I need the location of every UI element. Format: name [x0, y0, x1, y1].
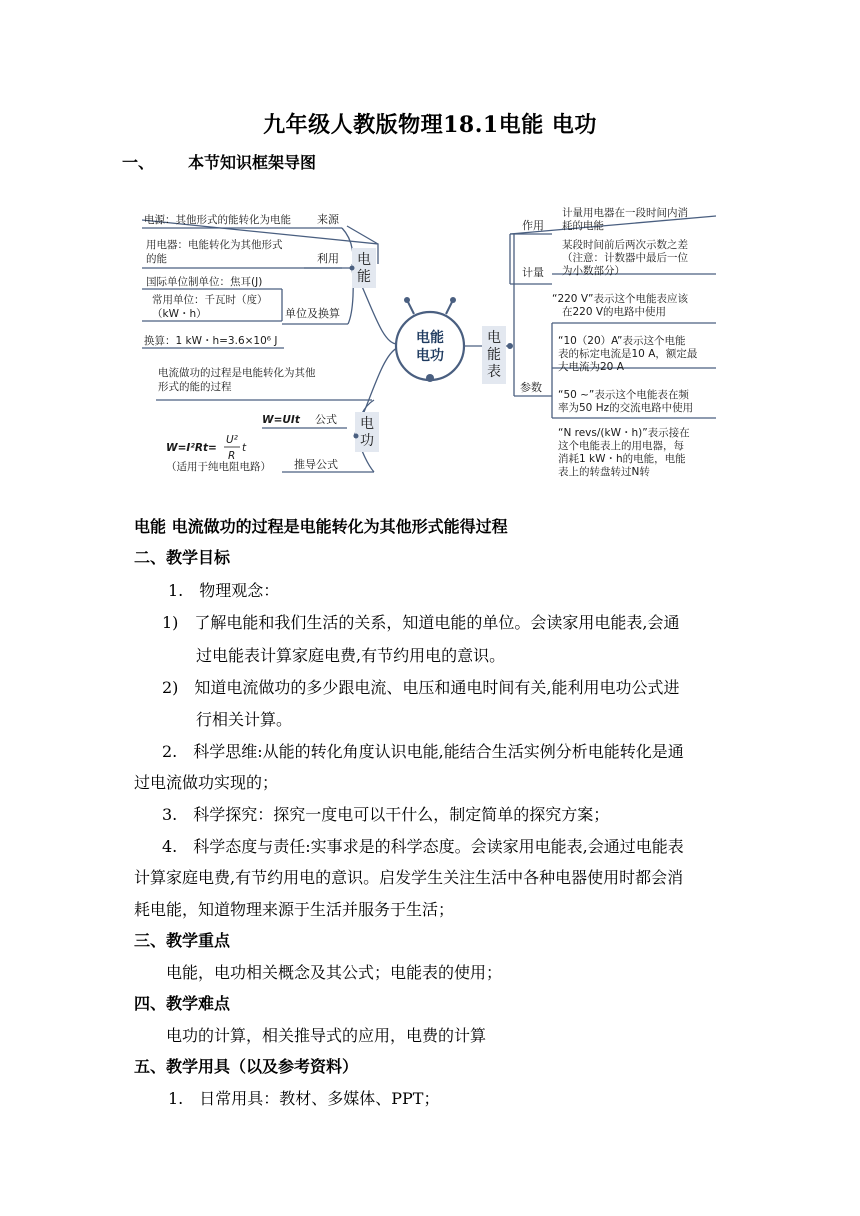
measure-text-3: 为小数部分） [562, 265, 625, 277]
body-line-5: 过电能表计算家庭电费,有节约用电的意识。 [196, 646, 506, 665]
param1-2: 在220 V的电路中使用 [562, 306, 667, 318]
common-unit-1: 常用单位：千瓦时（度） [152, 294, 268, 306]
body-line-12: 计算家庭电费,有节约用电的意识。启发学生关注生活中各种电器使用时都会消 [134, 868, 684, 887]
conversion: 换算：1 kW・h=3.6×10⁶ J [144, 335, 278, 347]
effect-text-2: 耗的电能 [562, 220, 604, 232]
center-text-1: 电能 [416, 330, 444, 346]
effect-text-1: 计量用电器在一段时间内消 [562, 207, 688, 219]
work-def-1: 电流做功的过程是电能转化为其他 [158, 367, 316, 379]
cat-diangong-1: 电 [360, 416, 374, 432]
use-text-1: 用电器：电能转化为其他形式 [146, 239, 283, 251]
section-1-heading [122, 150, 316, 173]
work-def-2: 形式的能的过程 [158, 381, 232, 393]
branch-measure: 计量 [522, 266, 544, 279]
branch-effect: 作用 [522, 219, 544, 232]
formula-2-left: W=I²Rt= [166, 442, 217, 454]
heading-2: 二、教学目标 [134, 548, 231, 567]
branch-params: 参数 [520, 381, 542, 394]
param4-1: “N revs/(kW・h)”表示接在 [558, 427, 690, 439]
heading-5: 五、教学用具（以及参考资料） [134, 1057, 359, 1076]
body-line-9: 过电流做功实现的； [134, 773, 279, 792]
measure-text-1: 某段时间前后两次示数之差 [562, 239, 688, 251]
body-line-4: 1) 了解电能和我们生活的关系，知道电能的单位。会读家用电能表,会通 [162, 613, 680, 632]
use-text-2: 的能 [146, 253, 167, 265]
cat-diangong-2: 功 [360, 433, 374, 449]
knowledge-mindmap [142, 196, 716, 488]
branch-formula: 公式 [315, 413, 337, 426]
common-unit-2: （kW・h） [152, 308, 207, 320]
body-line-8: 2. 科学思维:从能的转化角度认识电能,能结合生活实例分析电能转化是通 [162, 742, 684, 761]
param2-1: “10（20）A”表示这个电能 [558, 335, 686, 347]
section-1-label: 本节知识框架导图 [188, 153, 317, 172]
param3-2: 率为50 Hz的交流电路中使用 [558, 402, 694, 414]
source-text: 电源：其他形式的能转化为电能 [144, 214, 291, 226]
body-line-11: 4. 科学态度与责任:实事求是的科学态度。会读家用电能表,会通过电能表 [162, 837, 684, 856]
param3-1: “50 ~”表示这个电能表在频 [558, 389, 689, 401]
cat-dianneng-2: 能 [357, 269, 371, 285]
body-line-10: 3. 科学探究：探究一度电可以干什么，制定简单的探究方案； [162, 805, 610, 824]
branch-use: 利用 [317, 252, 339, 265]
branch-unit: 单位及换算 [285, 307, 340, 320]
body-line-1: 电能 电流做功的过程是电能转化为其他形式能得过程 [134, 517, 508, 536]
param4-3: 消耗1 kW・h的电能，电能 [558, 453, 686, 465]
body-line-14: 电能，电功相关概念及其公式；电能表的使用； [166, 963, 503, 982]
cat-meter-1: 电 [487, 330, 501, 346]
param4-4: 表上的转盘转过N转 [558, 466, 650, 478]
formula-1: W=UIt [262, 414, 300, 426]
param4-2: 这个电能表上的用电器，每 [558, 440, 684, 452]
formula-2-den: R [228, 450, 236, 462]
si-unit: 国际单位制单位：焦耳(J) [146, 276, 263, 288]
cat-meter-2: 能 [487, 347, 501, 363]
center-text-2: 电功 [416, 348, 444, 364]
cat-meter-3: 表 [487, 364, 501, 380]
body-line-13: 耗电能，知道物理来源于生活并服务于生活； [134, 900, 455, 919]
formula-2-num: U² [226, 434, 238, 446]
body-line-3: 1. 物理观念： [168, 581, 280, 600]
body-line-6: 2) 知道电流做功的多少跟电流、电压和通电时间有关,能利用电功公式进 [162, 678, 680, 697]
branch-derived: 推导公式 [294, 458, 338, 471]
heading-3: 三、教学重点 [134, 931, 231, 950]
body-line-7: 行相关计算。 [196, 710, 293, 729]
section-1-number: 一、 [122, 153, 155, 172]
param1-1: “220 V”表示这个电能表应该 [552, 293, 688, 305]
heading-4: 四、教学难点 [134, 994, 231, 1013]
body-line-15: 电功的计算，相关推导式的应用，电费的计算 [166, 1026, 487, 1045]
cat-dianneng-1: 电 [357, 252, 371, 268]
measure-text-2: （注意：计数器中最后一位 [562, 252, 688, 264]
param2-3: 大电流为20 A [558, 361, 624, 373]
page-title: 九年级人教版物理18.1电能 电功 [263, 112, 597, 138]
body-line-16: 1. 日常用具：教材、多媒体、PPT； [168, 1089, 440, 1108]
param2-2: 表的标定电流是10 A，额定最 [558, 348, 698, 360]
branch-source: 来源 [317, 213, 339, 226]
formula-note: （适用于纯电阻电路） [166, 461, 271, 473]
formula-2-right: t [242, 442, 247, 454]
